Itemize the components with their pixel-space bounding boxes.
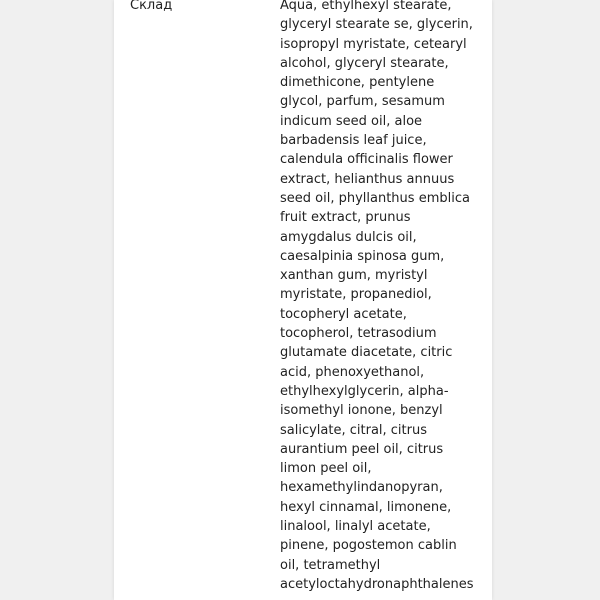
ingredient-line: glycol, parfum, sesamum [280,94,445,110]
ingredient-line: limon peel oil, [280,461,372,477]
ingredient-line: glyceryl stearate se, glycerin, [280,17,473,33]
product-specs-card [114,0,492,600]
ingredient-line: pinene, pogostemon cablin [280,538,457,554]
ingredient-line: acid, phenoxyethanol, [280,364,425,380]
ingredient-line: acetyloctahydronaphthalenes [280,576,474,592]
ingredient-line: barbadensis leaf juice, [280,133,427,149]
ingredient-line: xanthan gum, myristyl [280,268,428,284]
ingredient-line: hexyl cinnamal, limonene, [280,499,452,515]
ingredient-line: dimethicone, pentylene [280,75,435,91]
ingredient-line: linalool, linalyl acetate, [280,519,431,535]
spec-value-ingredients [280,0,492,594]
ingredient-line: hexamethylindanopyran, [280,480,443,496]
ingredient-line: isopropyl myristate, cetearyl [280,36,467,52]
ingredient-line: calendula officinalis flower [280,152,453,168]
ingredient-line: aurantium peel oil, citrus [280,441,444,457]
ingredient-line: ethylhexylglycerin, alpha- [280,383,449,399]
ingredient-line: alcohol, glyceryl stearate, [280,55,449,71]
ingredient-line: seed oil, phyllanthus emblica [280,190,470,206]
ingredient-line: amygdalus dulcis oil, [280,229,417,245]
spec-row-composition [114,0,492,600]
ingredient-line: isomethyl ionone, benzyl [280,403,443,419]
ingredient-line: myristate, propanediol, [280,287,432,303]
ingredient-line: indicum seed oil, aloe [280,113,423,129]
ingredient-line: caesalpinia spinosa gum, [280,248,445,264]
ingredient-line: extract, helianthus annuus [280,171,455,187]
ingredient-line: oil, tetramethyl [280,557,381,573]
ingredient-line: tocopherol, tetrasodium [280,326,437,342]
ingredient-line: salicylate, citral, citrus [280,422,427,438]
ingredient-line: tocopheryl acetate, [280,306,407,322]
spec-label: Склад [130,0,173,13]
ingredient-line: Aqua, ethylhexyl stearate, [280,0,452,13]
ingredient-line: fruit extract, prunus [280,210,411,226]
ingredient-line: glutamate diacetate, citric [280,345,453,361]
